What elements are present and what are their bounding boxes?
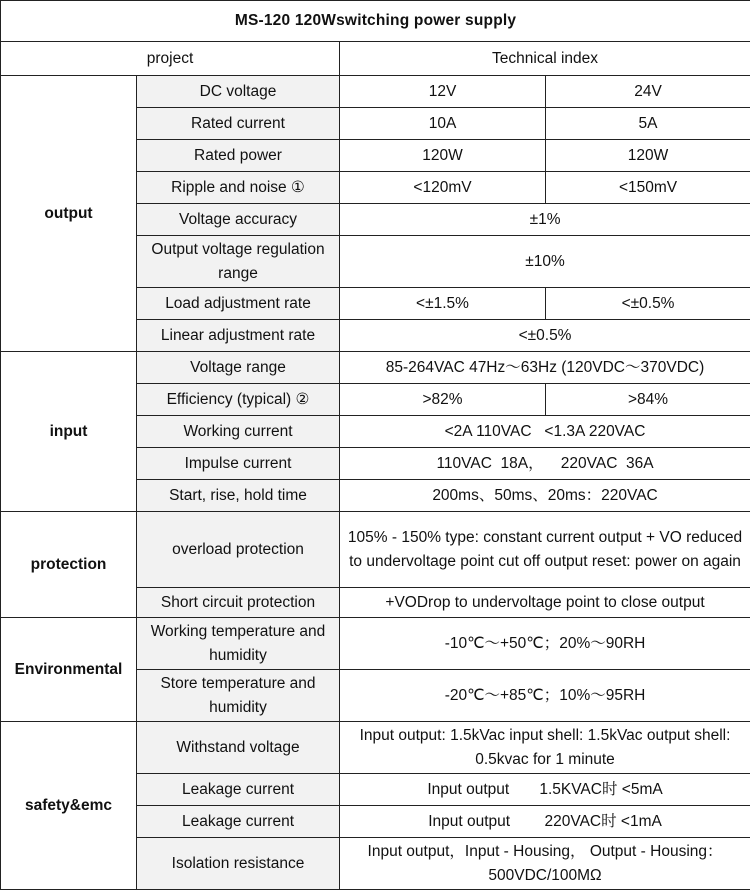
table-title: MS-120 120Wswitching power supply xyxy=(1,1,750,42)
item-label: Rated current xyxy=(137,108,340,140)
value-cell: <±0.5% xyxy=(340,320,750,352)
value-cell: 110VAC 18A， 220VAC 36A xyxy=(340,448,750,480)
table-row xyxy=(1,352,750,384)
item-label: Ripple and noise ① xyxy=(137,172,340,204)
item-label: Start, rise, hold time xyxy=(137,480,340,512)
value-cell: -20℃～+85℃；10%～95RH xyxy=(340,670,750,722)
value-cell: 10A xyxy=(340,108,546,140)
value-cell: Input output 1.5KVAC时 <5mA xyxy=(340,774,750,806)
value-cell: 85-264VAC 47Hz～63Hz (120VDC～370VDC) xyxy=(340,352,750,384)
item-label: Withstand voltage xyxy=(137,722,340,774)
value-cell: 105% - 150% type: constant current output + VO reduced to undervoltage point cut off output reset: power on again xyxy=(340,512,750,588)
value-cell: -10℃～+50℃；20%～90RH xyxy=(340,618,750,670)
item-label: Voltage accuracy xyxy=(137,204,340,236)
item-label: Rated power xyxy=(137,140,340,172)
item-label: overload protection xyxy=(137,512,340,588)
value-cell: <120mV xyxy=(340,172,546,204)
value-cell: Input output，Input - Housing， Output - Housing：500VDC/100MΩ xyxy=(340,838,750,890)
value-cell: 12V xyxy=(340,76,546,108)
value-cell: <150mV xyxy=(546,172,750,204)
category-input: input xyxy=(1,352,137,512)
value-cell: 24V xyxy=(546,76,750,108)
item-label: Load adjustment rate xyxy=(137,288,340,320)
value-cell: +VODrop to undervoltage point to close output xyxy=(340,588,750,618)
table-row xyxy=(1,722,750,774)
value-cell: 120W xyxy=(546,140,750,172)
value-cell: 5A xyxy=(546,108,750,140)
value-cell: ±10% xyxy=(340,236,750,288)
item-label: Isolation resistance xyxy=(137,838,340,890)
header-project: project xyxy=(1,42,340,76)
item-label: Voltage range xyxy=(137,352,340,384)
item-label: DC voltage xyxy=(137,76,340,108)
category-protection: protection xyxy=(1,512,137,618)
item-label: Efficiency (typical) ② xyxy=(137,384,340,416)
category-environmental: Environmental xyxy=(1,618,137,722)
item-label: Linear adjustment rate xyxy=(137,320,340,352)
table-row xyxy=(1,618,750,670)
value-cell: <±0.5% xyxy=(546,288,750,320)
item-label: Store temperature and humidity xyxy=(137,670,340,722)
item-label: Leakage current xyxy=(137,806,340,838)
item-label: Leakage current xyxy=(137,774,340,806)
item-label: Impulse current xyxy=(137,448,340,480)
table-row xyxy=(1,512,750,588)
item-label: Short circuit protection xyxy=(137,588,340,618)
item-label: Output voltage regulation range xyxy=(137,236,340,288)
value-cell: >84% xyxy=(546,384,750,416)
category-safety-emc: safety&emc xyxy=(1,722,137,890)
item-label: Working current xyxy=(137,416,340,448)
value-cell: <±1.5% xyxy=(340,288,546,320)
value-cell: Input output 220VAC时 <1mA xyxy=(340,806,750,838)
value-cell: <2A 110VAC <1.3A 220VAC xyxy=(340,416,750,448)
value-cell: Input output: 1.5kVac input shell: 1.5kVac output shell: 0.5kvac for 1 minute xyxy=(340,722,750,774)
category-output: output xyxy=(1,76,137,352)
table-row xyxy=(1,76,750,108)
value-cell: 120W xyxy=(340,140,546,172)
item-label: Working temperature and humidity xyxy=(137,618,340,670)
value-cell: 200ms、50ms、20ms：220VAC xyxy=(340,480,750,512)
value-cell: ±1% xyxy=(340,204,750,236)
header-technical-index: Technical index xyxy=(340,42,750,76)
value-cell: >82% xyxy=(340,384,546,416)
